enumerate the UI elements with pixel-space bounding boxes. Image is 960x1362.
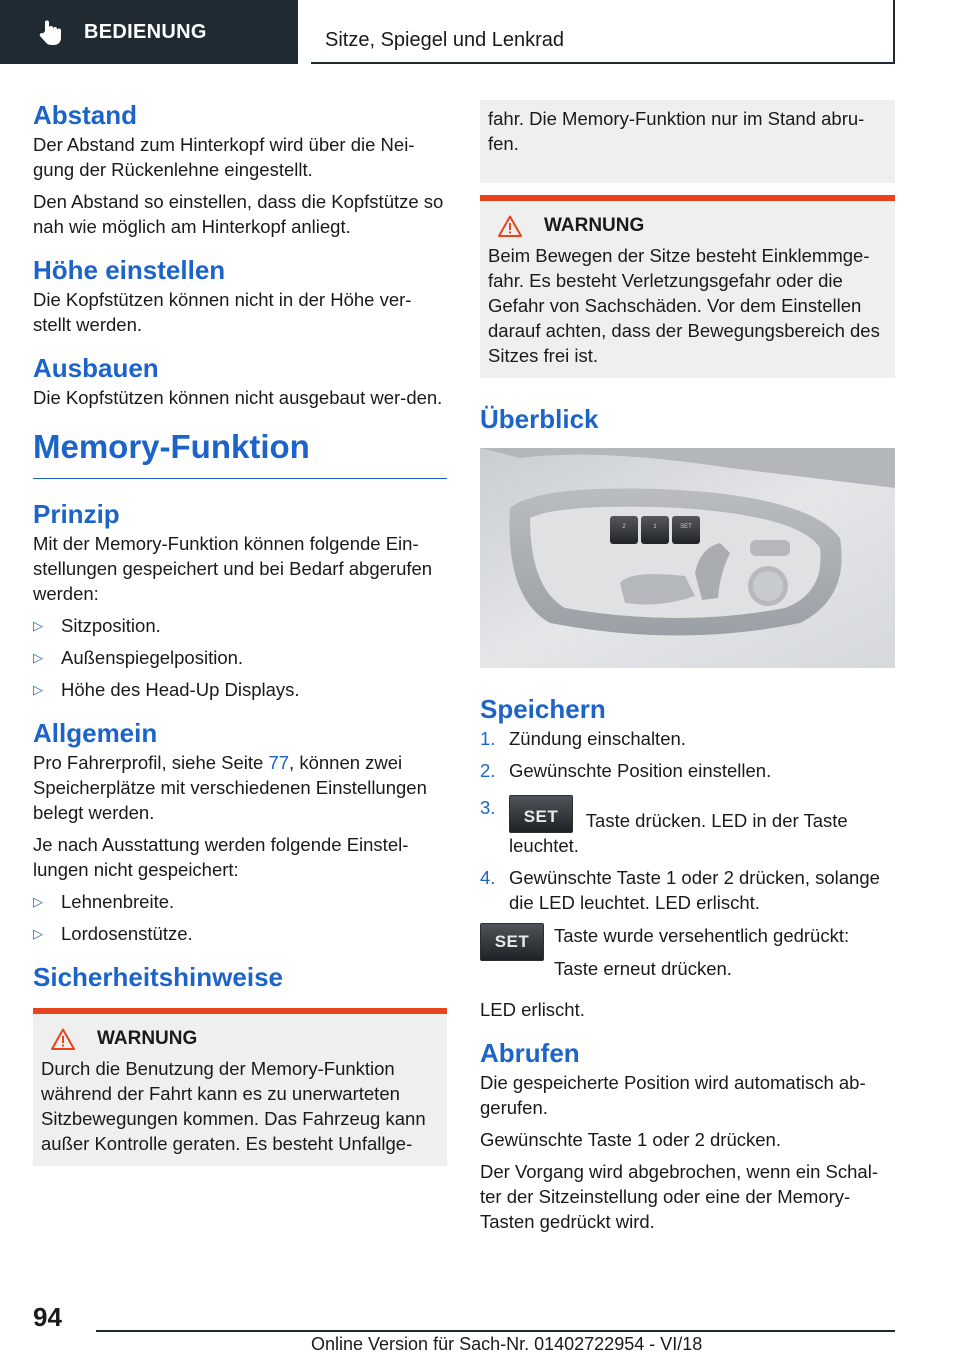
prinzip-list [33, 613, 447, 702]
paragraph: Taste wurde versehentlich gedrückt: [554, 925, 850, 946]
warning-text: fahr. Die Memory-Funktion nur im Stand abru-fen. [488, 108, 865, 154]
heading-memory-funktion: Memory-Funktion [33, 428, 447, 479]
paragraph: LED erlischt. [480, 999, 585, 1020]
memory-buttons [610, 516, 700, 544]
triangle-bullet-icon: ▷ [33, 618, 43, 633]
paragraph: Gewünschte Taste 1 oder 2 drücken. [480, 1129, 781, 1150]
paragraph: Der Vorgang wird abgebrochen, wenn ein Schal-ter der Sitzeinstellung oder eine der Memory-Tasten gedrückt wird. [480, 1161, 878, 1232]
warning-label: WARNUNG [544, 215, 645, 236]
paragraph: Die Kopfstützen können nicht ausgebaut wer-den. [33, 387, 443, 408]
set-note [480, 923, 895, 989]
triangle-bullet-icon: ▷ [33, 682, 43, 697]
heading-allgemein: Allgemein [33, 718, 158, 748]
warning-triangle-icon [51, 1028, 75, 1050]
heading-hoehe-einstellen: Höhe einstellen [33, 255, 226, 285]
heading-ueberblick: Überblick [480, 404, 599, 434]
left-column [33, 100, 447, 1166]
section-title: BEDIENUNG [84, 20, 207, 43]
right-column [480, 100, 895, 1241]
footer-online-version: Online Version für Sach-Nr. 01402722954 - VI/18 [311, 1334, 703, 1354]
list-item: ▷ Lordosenstütze. [33, 923, 193, 944]
header-section-tab [0, 0, 298, 64]
paragraph: Pro Fahrerprofil, siehe Seite 77, können zwei Speicherplätze mit verschiedenen Einstellungen belegt werden. [33, 752, 427, 823]
heading-sicherheitshinweise: Sicherheitshinweise [33, 962, 283, 992]
paragraph: Die Kopfstützen können nicht in der Höhe ver-stellt werden. [33, 289, 412, 335]
page-link-77[interactable]: 77 [268, 752, 290, 773]
seat-controls-photo [480, 448, 895, 668]
paragraph: Mit der Memory-Funktion können folgende Ein-stellungen gespeichert und bei Bedarf abgerufen werden: [33, 533, 433, 604]
list-item: 2. Gewünschte Position einstellen. [480, 760, 772, 781]
page-number: 94 [33, 1302, 62, 1332]
list-item: ▷ Höhe des Head-Up Displays. [33, 679, 300, 700]
list-item: 4. Gewünschte Taste 1 oder 2 drücken, solange die LED leuchtet. LED erlischt. [480, 867, 880, 913]
hand-icon [36, 17, 66, 47]
list-item: ▷ Lehnenbreite. [33, 891, 175, 912]
warning-box [33, 1008, 447, 1166]
set-button-icon: SET [509, 795, 573, 833]
heading-abstand: Abstand [33, 100, 137, 130]
chapter-title: Sitze, Spiegel und Lenkrad [325, 29, 565, 51]
warning-text: Beim Bewegen der Sitze besteht Einklemmge-fahr. Es besteht Verletzungsgefahr oder die Gefahr von Sachschäden. Vor dem Einstellen darauf achten, dass der Bewegungsbereich des Sitzes frei ist. [488, 245, 880, 366]
list-item: ▷ Außenspiegelposition. [33, 647, 244, 668]
triangle-bullet-icon: ▷ [33, 894, 43, 909]
list-item: 1. Zündung einschalten. [480, 728, 686, 749]
warning-text: Durch die Benutzung der Memory-Funktion während der Fahrt kann es zu unerwarteten Sitzbewegungen kommen. Das Fahrzeug kann außer Kontrolle geraten. Es besteht Unfallge- [41, 1058, 426, 1154]
triangle-bullet-icon: ▷ [33, 650, 43, 665]
warning-box-continued [480, 100, 895, 183]
allgemein-list [33, 889, 447, 946]
list-item: ▷ Sitzposition. [33, 615, 161, 636]
header-chapter-box [311, 0, 895, 64]
paragraph: Die gespeicherte Position wird automatisch ab-gerufen. [480, 1072, 866, 1118]
paragraph: Den Abstand so einstellen, dass die Kopfstütze so nah wie möglich am Hinterkopf anliegt. [33, 191, 444, 237]
memory-button-label: 1 [653, 524, 657, 530]
paragraph: Taste erneut drücken. [554, 958, 732, 979]
paragraph: Der Abstand zum Hinterkopf wird über die Nei-gung der Rückenlehne eingestellt. [33, 134, 415, 180]
seat-controls-illustration [480, 448, 895, 668]
warning-box [480, 195, 895, 378]
heading-ausbauen: Ausbauen [33, 353, 159, 383]
heading-speichern: Speichern [480, 694, 606, 724]
heading-abrufen: Abrufen [480, 1038, 580, 1068]
speichern-steps [480, 726, 895, 915]
warning-triangle-icon [498, 215, 522, 237]
footer-divider [96, 1330, 895, 1332]
list-item: 3. SET Taste drücken. LED in der Taste leuchtet. [480, 797, 848, 856]
memory-button-label: SET [680, 524, 692, 530]
warning-label: WARNUNG [97, 1028, 198, 1049]
set-button-icon: SET [480, 923, 544, 961]
triangle-bullet-icon: ▷ [33, 926, 43, 941]
heading-prinzip: Prinzip [33, 499, 120, 529]
memory-button-label: 2 [622, 524, 626, 530]
paragraph: Je nach Ausstattung werden folgende Einstel-lungen nicht gespeichert: [33, 834, 409, 880]
